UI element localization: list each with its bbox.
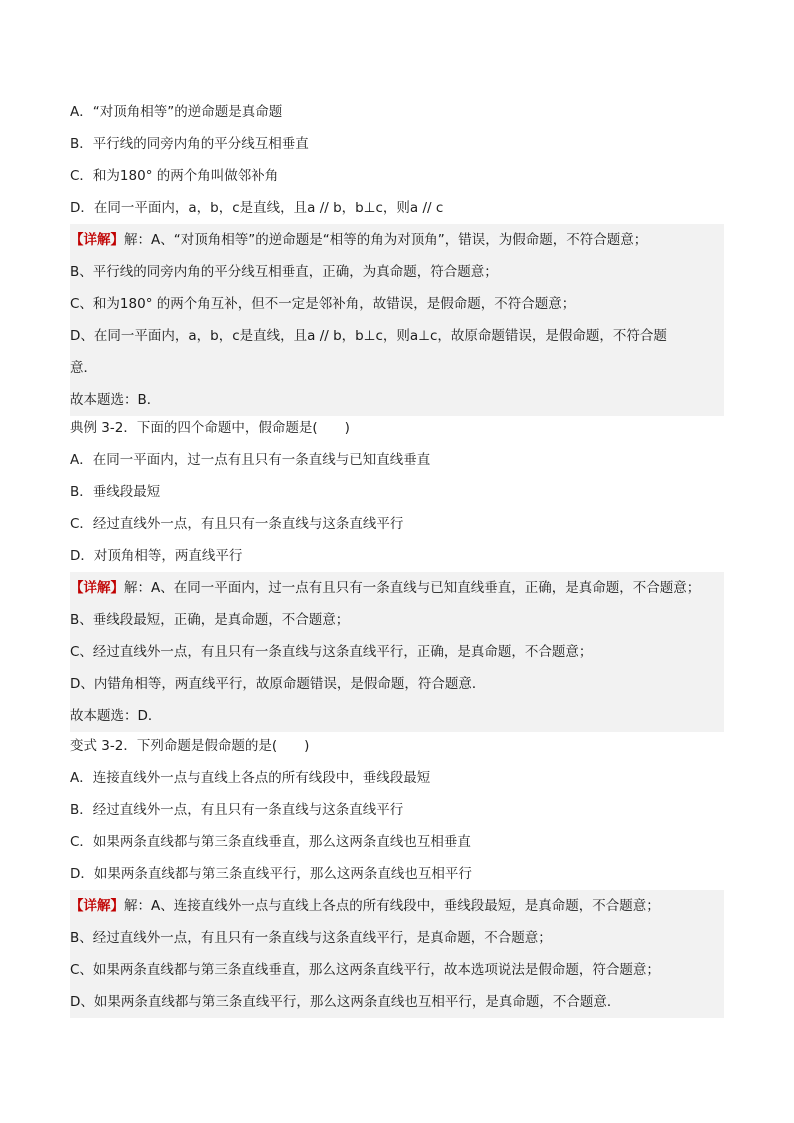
q2-analysis-line-1 [70,572,724,604]
q2-option-c: C．经过直线外一点，有且只有一条直线与这条直线平行 [70,516,404,532]
q1-options [70,96,724,224]
q3-option-d: D．如果两条直线都与第三条直线平行，那么这两条直线也互相平行 [70,866,472,882]
q1-option-c: C．和为180° 的两个角叫做邻补角 [70,168,279,184]
q1-option-d: D．在同一平面内，a，b，c是直线，且a // b，b⊥c，则a // c [70,200,444,216]
q2-analysis [70,572,724,732]
q2-analysis-line-2: B、垂线段最短，正确，是真命题，不合题意； [70,612,350,628]
q2-option-a: A．在同一平面内，过一点有且只有一条直线与已知直线垂直 [70,452,431,468]
q1-analysis-line-2: B、平行线的同旁内角的平分线互相垂直，正确，为真命题，符合题意； [70,264,498,280]
q2-analysis-line-4: D、内错角相等，两直线平行，故原命题错误，是假命题，符合题意． [70,676,486,692]
q3-analysis [70,890,724,1018]
analysis-tag: 【详解】 [70,898,124,914]
q3-option-b: B．经过直线外一点，有且只有一条直线与这条直线平行 [70,802,404,818]
analysis-text: 解：A、连接直线外一点与直线上各点的所有线段中，垂线段最短，是真命题，不合题意； [124,898,660,914]
q2-question [70,412,724,572]
q3-analysis-line-4: D、如果两条直线都与第三条直线平行，那么这两条直线也互相平行，是真命题，不合题意． [70,994,621,1010]
analysis-text: 解：A、“对顶角相等”的逆命题是“相等的角为对顶角”，错误，为假命题，不符合题意； [124,232,648,248]
analysis-tag: 【详解】 [70,580,124,596]
q1-option-b: B．平行线的同旁内角的平分线互相垂直 [70,136,309,152]
q3-analysis-line-1 [70,890,724,922]
q1-analysis-line-5: 意． [70,360,97,376]
analysis-tag: 【详解】 [70,232,124,248]
q1-analysis-answer: 故本题选：B． [70,392,161,408]
q1-analysis-line-1 [70,224,724,256]
q1-option-a: A．“对顶角相等”的逆命题是真命题 [70,104,283,120]
q2-stem: 典例 3-2．下面的四个命题中，假命题是( ) [70,420,350,436]
q1-analysis-line-3: C、和为180° 的两个角互补，但不一定是邻补角，故错误，是假命题，不符合题意； [70,296,576,312]
q3-analysis-line-2: B、经过直线外一点，有且只有一条直线与这条直线平行，是真命题，不合题意； [70,930,552,946]
q2-option-d: D．对顶角相等，两直线平行 [70,548,243,564]
q2-analysis-line-3: C、经过直线外一点，有且只有一条直线与这条直线平行，正确，是真命题，不合题意； [70,644,593,660]
analysis-text: 解：A、在同一平面内，过一点有且只有一条直线与已知直线垂直，正确，是真命题，不合题意； [124,580,701,596]
q3-question [70,730,724,890]
q3-analysis-line-3: C、如果两条直线都与第三条直线垂直，那么这两条直线平行，故本选项说法是假命题，符合题意； [70,962,660,978]
q2-analysis-answer: 故本题选：D． [70,708,162,724]
q3-option-c: C．如果两条直线都与第三条直线垂直，那么这两条直线也互相垂直 [70,834,471,850]
q1-analysis [70,224,724,416]
q3-stem: 变式 3-2．下列命题是假命题的是( ) [70,738,310,754]
q2-option-b: B．垂线段最短 [70,484,161,500]
q1-analysis-line-4: D、在同一平面内，a，b，c是直线，且a // b，b⊥c，则a⊥c，故原命题错误，是假命题，不符合题 [70,328,667,344]
q3-option-a: A．连接直线外一点与直线上各点的所有线段中，垂线段最短 [70,770,431,786]
